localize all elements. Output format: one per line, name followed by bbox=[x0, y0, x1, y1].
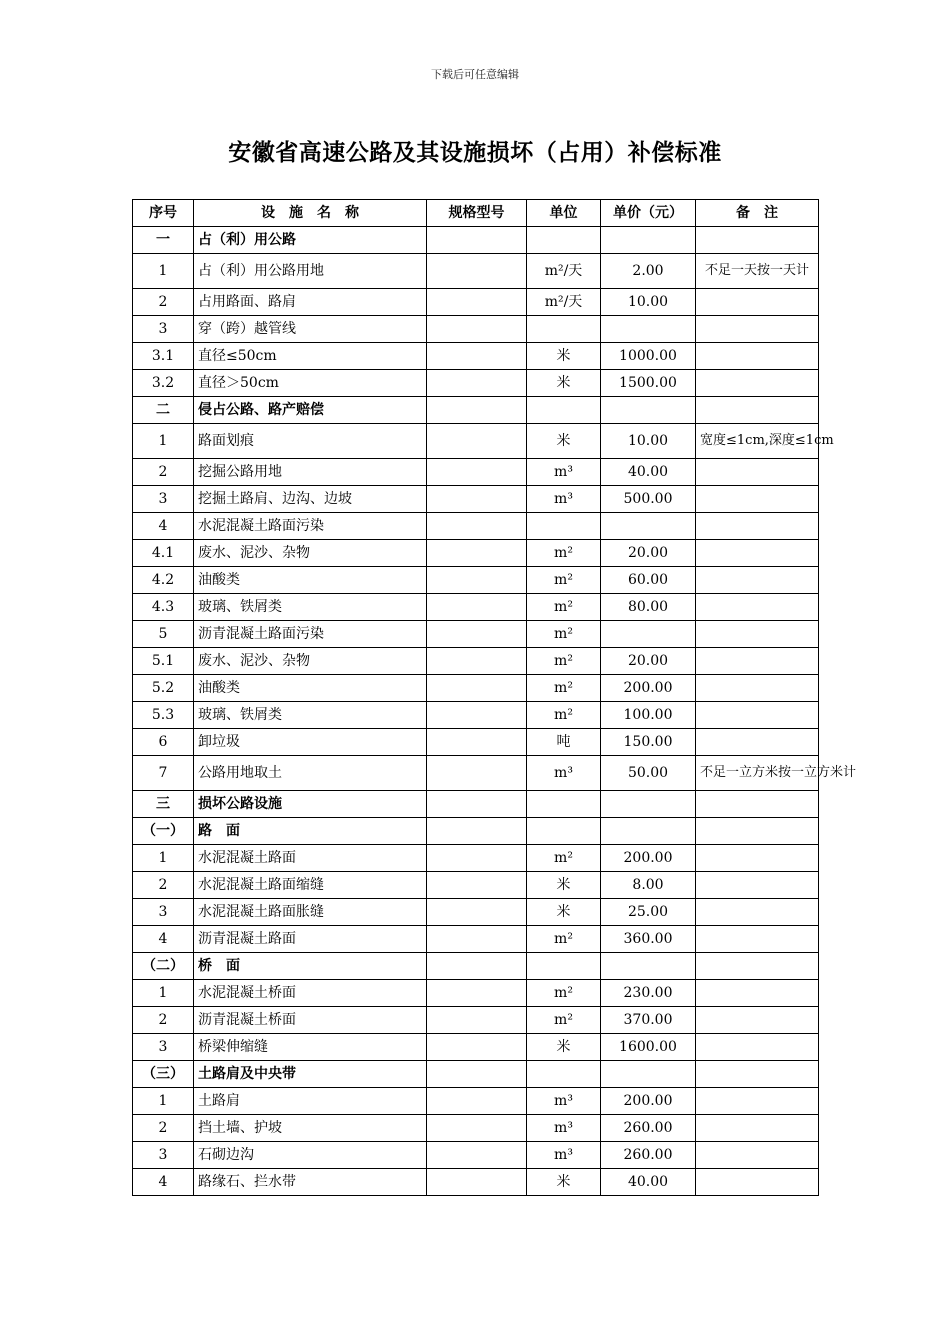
item-spec bbox=[427, 818, 527, 845]
item-name: 玻璃、铁屑类 bbox=[194, 594, 427, 621]
item-spec bbox=[427, 675, 527, 702]
item-spec bbox=[427, 513, 527, 540]
item-unit: m²/天 bbox=[527, 254, 601, 289]
row-number: 4.1 bbox=[133, 540, 194, 567]
item-unit: 米 bbox=[527, 424, 601, 459]
item-spec bbox=[427, 254, 527, 289]
row-number: 5.3 bbox=[133, 702, 194, 729]
item-spec bbox=[427, 540, 527, 567]
item-name: 土路肩 bbox=[194, 1088, 427, 1115]
item-spec bbox=[427, 702, 527, 729]
row-number: 3.2 bbox=[133, 370, 194, 397]
section-row bbox=[133, 227, 819, 254]
section-row bbox=[133, 397, 819, 424]
item-spec bbox=[427, 648, 527, 675]
table-row bbox=[133, 513, 819, 540]
item-unit: m² bbox=[527, 702, 601, 729]
item-spec bbox=[427, 424, 527, 459]
table-row bbox=[133, 289, 819, 316]
item-unit: 米 bbox=[527, 899, 601, 926]
item-note bbox=[696, 1115, 819, 1142]
item-unit bbox=[527, 513, 601, 540]
item-note bbox=[696, 1061, 819, 1088]
item-unit: 米 bbox=[527, 343, 601, 370]
item-unit: m² bbox=[527, 845, 601, 872]
item-spec bbox=[427, 397, 527, 424]
item-note bbox=[696, 791, 819, 818]
item-spec bbox=[427, 621, 527, 648]
section-row bbox=[133, 1061, 819, 1088]
item-name: 水泥混凝土路面胀缝 bbox=[194, 899, 427, 926]
column-header-name: 设 施 名 称 bbox=[194, 200, 427, 227]
item-unit: m²/天 bbox=[527, 289, 601, 316]
unit-price: 20.00 bbox=[601, 648, 696, 675]
item-note bbox=[696, 980, 819, 1007]
item-spec bbox=[427, 227, 527, 254]
item-note: 宽度≤1cm,深度≤1cm bbox=[696, 424, 819, 459]
row-number: 4 bbox=[133, 513, 194, 540]
item-note bbox=[696, 316, 819, 343]
row-number: （三） bbox=[133, 1061, 194, 1088]
row-number: 1 bbox=[133, 845, 194, 872]
unit-price: 8.00 bbox=[601, 872, 696, 899]
item-name: 穿（跨）越管线 bbox=[194, 316, 427, 343]
item-unit bbox=[527, 397, 601, 424]
column-header-spec: 规格型号 bbox=[427, 200, 527, 227]
table-row bbox=[133, 343, 819, 370]
item-note bbox=[696, 818, 819, 845]
item-note bbox=[696, 702, 819, 729]
item-unit: m³ bbox=[527, 756, 601, 791]
item-name: 卸垃圾 bbox=[194, 729, 427, 756]
row-number: 2 bbox=[133, 872, 194, 899]
row-number: 4.3 bbox=[133, 594, 194, 621]
unit-price bbox=[601, 621, 696, 648]
item-unit: m² bbox=[527, 1007, 601, 1034]
item-spec bbox=[427, 594, 527, 621]
item-note bbox=[696, 953, 819, 980]
column-header-note: 备 注 bbox=[696, 200, 819, 227]
item-unit: m² bbox=[527, 540, 601, 567]
row-number: 3 bbox=[133, 1142, 194, 1169]
item-name: 路缘石、拦水带 bbox=[194, 1169, 427, 1196]
item-spec bbox=[427, 1142, 527, 1169]
item-unit bbox=[527, 791, 601, 818]
row-number: 1 bbox=[133, 980, 194, 1007]
table-row bbox=[133, 899, 819, 926]
row-number: 三 bbox=[133, 791, 194, 818]
unit-price: 40.00 bbox=[601, 459, 696, 486]
item-unit: m² bbox=[527, 567, 601, 594]
row-number: 2 bbox=[133, 289, 194, 316]
item-name: 公路用地取土 bbox=[194, 756, 427, 791]
row-number: 3.1 bbox=[133, 343, 194, 370]
item-note bbox=[696, 675, 819, 702]
item-unit bbox=[527, 1061, 601, 1088]
item-note bbox=[696, 459, 819, 486]
unit-price: 260.00 bbox=[601, 1115, 696, 1142]
unit-price bbox=[601, 397, 696, 424]
unit-price bbox=[601, 513, 696, 540]
unit-price: 80.00 bbox=[601, 594, 696, 621]
item-name: 损坏公路设施 bbox=[194, 791, 427, 818]
item-unit: m² bbox=[527, 621, 601, 648]
table-header-row bbox=[133, 200, 819, 227]
item-name: 侵占公路、路产赔偿 bbox=[194, 397, 427, 424]
unit-price: 40.00 bbox=[601, 1169, 696, 1196]
item-name: 沥青混凝土路面污染 bbox=[194, 621, 427, 648]
item-name: 挡土墙、护坡 bbox=[194, 1115, 427, 1142]
item-unit bbox=[527, 316, 601, 343]
compensation-table bbox=[132, 199, 857, 1196]
item-note bbox=[696, 486, 819, 513]
table-row bbox=[133, 926, 819, 953]
item-note bbox=[696, 845, 819, 872]
item-name: 水泥混凝土路面 bbox=[194, 845, 427, 872]
table-row bbox=[133, 756, 819, 791]
item-note bbox=[696, 1007, 819, 1034]
item-unit: m² bbox=[527, 648, 601, 675]
table-row bbox=[133, 675, 819, 702]
item-note bbox=[696, 621, 819, 648]
item-name: 直径＞50cm bbox=[194, 370, 427, 397]
row-number: 1 bbox=[133, 424, 194, 459]
unit-price: 1500.00 bbox=[601, 370, 696, 397]
row-number: 4 bbox=[133, 926, 194, 953]
column-header-price: 单价（元） bbox=[601, 200, 696, 227]
item-note bbox=[696, 729, 819, 756]
table-body bbox=[133, 227, 857, 1196]
row-number: 1 bbox=[133, 254, 194, 289]
item-name: 水泥混凝土路面缩缝 bbox=[194, 872, 427, 899]
item-note bbox=[696, 370, 819, 397]
row-number: 4.2 bbox=[133, 567, 194, 594]
item-spec bbox=[427, 370, 527, 397]
unit-price: 20.00 bbox=[601, 540, 696, 567]
item-note bbox=[696, 1142, 819, 1169]
row-number: 4 bbox=[133, 1169, 194, 1196]
unit-price: 150.00 bbox=[601, 729, 696, 756]
row-number: 6 bbox=[133, 729, 194, 756]
section-row bbox=[133, 818, 819, 845]
row-number: （二） bbox=[133, 953, 194, 980]
item-note bbox=[696, 926, 819, 953]
item-unit: m³ bbox=[527, 1088, 601, 1115]
row-number: 5.2 bbox=[133, 675, 194, 702]
unit-price: 60.00 bbox=[601, 567, 696, 594]
item-note bbox=[696, 648, 819, 675]
unit-price: 1000.00 bbox=[601, 343, 696, 370]
table-row bbox=[133, 1088, 819, 1115]
row-number: 3 bbox=[133, 1034, 194, 1061]
table-row bbox=[133, 1169, 819, 1196]
item-spec bbox=[427, 756, 527, 791]
item-unit: m³ bbox=[527, 486, 601, 513]
item-unit bbox=[527, 953, 601, 980]
item-unit bbox=[527, 227, 601, 254]
table-row bbox=[133, 729, 819, 756]
item-spec bbox=[427, 289, 527, 316]
item-name: 油酸类 bbox=[194, 675, 427, 702]
item-unit: 米 bbox=[527, 1034, 601, 1061]
item-spec bbox=[427, 1115, 527, 1142]
item-spec bbox=[427, 1007, 527, 1034]
unit-price: 200.00 bbox=[601, 1088, 696, 1115]
item-spec bbox=[427, 343, 527, 370]
unit-price: 200.00 bbox=[601, 675, 696, 702]
item-note bbox=[696, 227, 819, 254]
unit-price: 50.00 bbox=[601, 756, 696, 791]
item-note bbox=[696, 1034, 819, 1061]
item-name: 路 面 bbox=[194, 818, 427, 845]
item-name: 桥梁伸缩缝 bbox=[194, 1034, 427, 1061]
row-number: 5 bbox=[133, 621, 194, 648]
table-row bbox=[133, 1034, 819, 1061]
section-row bbox=[133, 791, 819, 818]
table-row bbox=[133, 424, 819, 459]
row-number: 3 bbox=[133, 899, 194, 926]
item-spec bbox=[427, 1088, 527, 1115]
table-row bbox=[133, 1007, 819, 1034]
unit-price: 2.00 bbox=[601, 254, 696, 289]
table-row bbox=[133, 486, 819, 513]
item-unit: m² bbox=[527, 675, 601, 702]
row-number: 3 bbox=[133, 316, 194, 343]
item-name: 水泥混凝土路面污染 bbox=[194, 513, 427, 540]
item-spec bbox=[427, 459, 527, 486]
unit-price bbox=[601, 791, 696, 818]
item-note bbox=[696, 872, 819, 899]
item-name: 占用路面、路肩 bbox=[194, 289, 427, 316]
item-name: 石砌边沟 bbox=[194, 1142, 427, 1169]
unit-price: 1600.00 bbox=[601, 1034, 696, 1061]
item-unit: m² bbox=[527, 926, 601, 953]
item-name: 直径≤50cm bbox=[194, 343, 427, 370]
table-row bbox=[133, 1142, 819, 1169]
item-unit: m³ bbox=[527, 1142, 601, 1169]
item-note bbox=[696, 397, 819, 424]
table-row bbox=[133, 459, 819, 486]
unit-price: 25.00 bbox=[601, 899, 696, 926]
table-row bbox=[133, 872, 819, 899]
row-number: 一 bbox=[133, 227, 194, 254]
item-note bbox=[696, 899, 819, 926]
table-row bbox=[133, 540, 819, 567]
item-spec bbox=[427, 899, 527, 926]
row-number: 1 bbox=[133, 1088, 194, 1115]
unit-price bbox=[601, 818, 696, 845]
column-header-no: 序号 bbox=[133, 200, 194, 227]
item-spec bbox=[427, 316, 527, 343]
item-spec bbox=[427, 486, 527, 513]
item-name: 沥青混凝土桥面 bbox=[194, 1007, 427, 1034]
row-number: 5.1 bbox=[133, 648, 194, 675]
table-row bbox=[133, 1115, 819, 1142]
table-row bbox=[133, 980, 819, 1007]
unit-price: 10.00 bbox=[601, 289, 696, 316]
item-note bbox=[696, 343, 819, 370]
item-unit: m³ bbox=[527, 459, 601, 486]
item-unit: 米 bbox=[527, 872, 601, 899]
table-row bbox=[133, 594, 819, 621]
item-note bbox=[696, 513, 819, 540]
row-number: （一） bbox=[133, 818, 194, 845]
table-row bbox=[133, 621, 819, 648]
item-note bbox=[696, 289, 819, 316]
table-row bbox=[133, 702, 819, 729]
item-note bbox=[696, 567, 819, 594]
unit-price: 230.00 bbox=[601, 980, 696, 1007]
item-note: 不足一天按一天计 bbox=[696, 254, 819, 289]
table-row bbox=[133, 254, 819, 289]
item-note: 不足一立方米按一立方米计 bbox=[696, 756, 819, 791]
item-note bbox=[696, 1169, 819, 1196]
column-header-unit: 单位 bbox=[527, 200, 601, 227]
item-spec bbox=[427, 1061, 527, 1088]
item-name: 沥青混凝土路面 bbox=[194, 926, 427, 953]
header-note: 下载后可任意编辑 bbox=[431, 68, 519, 81]
row-number: 2 bbox=[133, 1115, 194, 1142]
unit-price bbox=[601, 316, 696, 343]
item-spec bbox=[427, 567, 527, 594]
item-spec bbox=[427, 872, 527, 899]
unit-price: 260.00 bbox=[601, 1142, 696, 1169]
item-spec bbox=[427, 1034, 527, 1061]
item-spec bbox=[427, 980, 527, 1007]
table-row bbox=[133, 648, 819, 675]
item-spec bbox=[427, 953, 527, 980]
item-name: 水泥混凝土桥面 bbox=[194, 980, 427, 1007]
item-spec bbox=[427, 845, 527, 872]
table-row bbox=[133, 567, 819, 594]
item-unit: m³ bbox=[527, 1115, 601, 1142]
table-row bbox=[133, 845, 819, 872]
unit-price bbox=[601, 1061, 696, 1088]
document-title: 安徽省高速公路及其设施损坏（占用）补偿标准 bbox=[228, 140, 722, 166]
item-name: 占（利）用公路 bbox=[194, 227, 427, 254]
item-unit: m² bbox=[527, 594, 601, 621]
item-name: 占（利）用公路用地 bbox=[194, 254, 427, 289]
row-number: 2 bbox=[133, 459, 194, 486]
item-name: 废水、泥沙、杂物 bbox=[194, 648, 427, 675]
item-name: 挖掘土路肩、边沟、边坡 bbox=[194, 486, 427, 513]
row-number: 二 bbox=[133, 397, 194, 424]
unit-price: 500.00 bbox=[601, 486, 696, 513]
unit-price: 100.00 bbox=[601, 702, 696, 729]
item-spec bbox=[427, 1169, 527, 1196]
unit-price bbox=[601, 227, 696, 254]
item-spec bbox=[427, 791, 527, 818]
table-row bbox=[133, 316, 819, 343]
item-spec bbox=[427, 926, 527, 953]
item-name: 路面划痕 bbox=[194, 424, 427, 459]
item-note bbox=[696, 540, 819, 567]
item-unit: 米 bbox=[527, 370, 601, 397]
unit-price bbox=[601, 953, 696, 980]
table-row bbox=[133, 370, 819, 397]
unit-price: 370.00 bbox=[601, 1007, 696, 1034]
item-unit: 吨 bbox=[527, 729, 601, 756]
item-name: 土路肩及中央带 bbox=[194, 1061, 427, 1088]
item-name: 挖掘公路用地 bbox=[194, 459, 427, 486]
item-spec bbox=[427, 729, 527, 756]
item-note bbox=[696, 1088, 819, 1115]
unit-price: 200.00 bbox=[601, 845, 696, 872]
item-note bbox=[696, 594, 819, 621]
item-name: 桥 面 bbox=[194, 953, 427, 980]
unit-price: 360.00 bbox=[601, 926, 696, 953]
row-number: 7 bbox=[133, 756, 194, 791]
item-unit: 米 bbox=[527, 1169, 601, 1196]
item-name: 油酸类 bbox=[194, 567, 427, 594]
item-unit: m² bbox=[527, 980, 601, 1007]
unit-price: 10.00 bbox=[601, 424, 696, 459]
row-number: 2 bbox=[133, 1007, 194, 1034]
item-unit bbox=[527, 818, 601, 845]
item-name: 废水、泥沙、杂物 bbox=[194, 540, 427, 567]
item-name: 玻璃、铁屑类 bbox=[194, 702, 427, 729]
section-row bbox=[133, 953, 819, 980]
row-number: 3 bbox=[133, 486, 194, 513]
